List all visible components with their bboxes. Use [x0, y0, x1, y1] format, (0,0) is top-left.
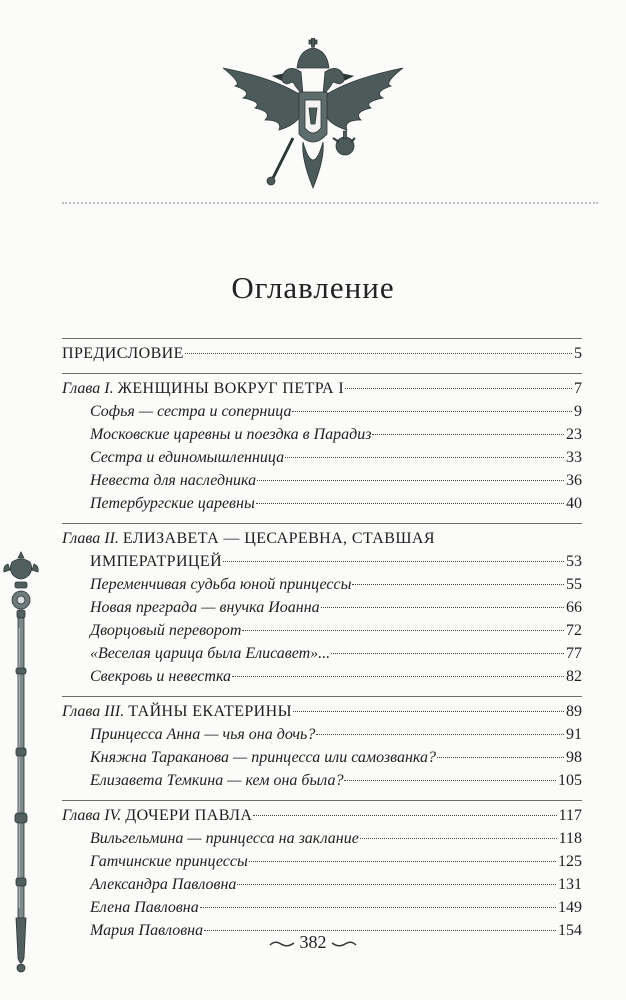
chapter-heading-line: [62, 527, 582, 550]
toc-chapter-entry[interactable]: [62, 550, 582, 573]
page-ref: 154: [558, 922, 582, 939]
toc-chapter-entry[interactable]: [62, 804, 582, 827]
toc-entry-label: [90, 850, 248, 873]
dot-leader: [345, 388, 572, 389]
chapter-title: ПРЕДИСЛОВИЕ: [62, 345, 184, 362]
page-ref: 149: [558, 899, 582, 916]
entry-title: Александра Павловна: [90, 876, 237, 893]
page-number: 382: [299, 932, 327, 952]
page-ref: 23: [566, 426, 582, 443]
dot-leader: [372, 434, 564, 435]
page-title: Оглавление: [231, 270, 395, 305]
dot-leader: [293, 711, 564, 712]
dot-leader: [331, 653, 564, 654]
dot-leader: [285, 457, 564, 458]
toc-entry[interactable]: [62, 573, 582, 596]
page-ref: 89: [566, 703, 582, 720]
toc-entry[interactable]: [62, 665, 582, 688]
toc-entry-label: [90, 492, 255, 515]
toc-chapter-entry[interactable]: [62, 377, 582, 400]
toc-entry-label: [90, 665, 231, 688]
dot-leader: [204, 930, 556, 931]
toc-entry-label: [90, 469, 256, 492]
dot-leader: [185, 353, 572, 354]
toc-entry[interactable]: [62, 596, 582, 619]
entry-title: Гатчинские принцессы: [90, 853, 248, 870]
toc-entry[interactable]: [62, 723, 582, 746]
toc-entry-label: [90, 400, 291, 423]
dot-leader: [249, 861, 556, 862]
page-number-footer: [0, 932, 626, 953]
section-rule: [62, 696, 582, 697]
toc-entry[interactable]: [62, 446, 582, 469]
entry-title: Софья — сестра и соперница: [90, 403, 292, 420]
dot-leader: [223, 561, 564, 562]
chapter-title: ТАЙНЫ ЕКАТЕРИНЫ: [128, 703, 292, 720]
chapter-title: ДОЧЕРИ ПАВЛА: [125, 807, 253, 824]
section-rule: [62, 338, 582, 339]
entry-title: Княжна Тараканова — принцесса или самозванка?: [90, 749, 437, 766]
dot-leader: [232, 676, 564, 677]
entry-title: Переменчивая судьба юной принцессы: [90, 576, 352, 593]
section-rule: [62, 523, 582, 524]
chapter-title: ЖЕНЩИНЫ ВОКРУГ ПЕТРА I: [117, 380, 345, 397]
dot-leader: [437, 757, 564, 758]
toc-entry[interactable]: [62, 469, 582, 492]
toc-entry[interactable]: [62, 873, 582, 896]
entry-title: Вильгельмина — принцесса на заклание: [90, 830, 359, 847]
page-ref: 91: [566, 726, 582, 743]
toc-entry[interactable]: [62, 423, 582, 446]
scepter-illustration: [0, 548, 42, 980]
page-ref: 66: [566, 599, 582, 616]
page-ref: 5: [574, 345, 582, 362]
dot-leader: [292, 411, 572, 412]
dot-leader: [200, 907, 556, 908]
chapter-number: Глава III.: [62, 703, 125, 720]
dot-leader: [344, 780, 556, 781]
toc-entry-label: [62, 700, 292, 723]
toc-entry-label: [62, 804, 252, 827]
toc-entry-label: [90, 573, 351, 596]
toc-entry[interactable]: [62, 850, 582, 873]
chapter-number: Глава II.: [62, 530, 119, 547]
page-ref: 131: [558, 876, 582, 893]
chapter-title: ЕЛИЗАВЕТА — ЦЕСАРЕВНА, СТАВШАЯ: [122, 530, 435, 547]
toc-entry[interactable]: [62, 400, 582, 423]
toc-entry-label: [90, 896, 199, 919]
ornament-divider: [62, 202, 598, 204]
entry-title: Свекровь и невестка: [90, 668, 232, 685]
dot-leader: [257, 480, 564, 481]
dot-leader: [360, 838, 557, 839]
right-swash-ornament: [331, 939, 357, 949]
toc-entry-label: [90, 596, 320, 619]
page-ref: 77: [566, 645, 582, 662]
page-ref: 118: [558, 830, 582, 847]
toc-entry-label: [90, 550, 222, 573]
dot-leader: [316, 734, 564, 735]
entry-title: «Веселая царица была Елисавет»...: [90, 645, 331, 662]
toc-entry-label: [90, 619, 241, 642]
toc-entry-label: [90, 723, 315, 746]
entry-title: Московские царевны и поездка в Парадиз: [90, 426, 372, 443]
toc-entry-label: [90, 423, 371, 446]
page-ref: 7: [574, 380, 582, 397]
toc-entry-label: [90, 446, 284, 469]
dot-leader: [242, 630, 564, 631]
double-headed-eagle-emblem: [213, 38, 413, 196]
toc-entry-label: [90, 769, 343, 792]
page-ref: 82: [566, 668, 582, 685]
section-rule: [62, 800, 582, 801]
entry-title: Невеста для наследника: [90, 472, 257, 489]
page-ref: 55: [566, 576, 582, 593]
toc-entry[interactable]: [62, 619, 582, 642]
toc-entry[interactable]: [62, 827, 582, 850]
dot-leader: [352, 584, 564, 585]
dot-leader: [237, 884, 556, 885]
entry-title: Сестра и единомышленница: [90, 449, 285, 466]
toc-entry[interactable]: [62, 492, 582, 515]
toc-entry[interactable]: [62, 746, 582, 769]
entry-title: Принцесса Анна — чья она дочь?: [90, 726, 316, 743]
entry-title: Петербургские царевны: [90, 495, 255, 512]
toc-entry[interactable]: [62, 769, 582, 792]
entry-title: Мария Павловна: [90, 922, 204, 939]
toc-entry-label: [62, 377, 344, 400]
toc-entry-label: [90, 642, 330, 665]
toc-entry-label: [90, 746, 436, 769]
toc-entry[interactable]: [62, 896, 582, 919]
chapter-number: Глава IV.: [62, 807, 122, 824]
page-ref: 36: [566, 472, 582, 489]
page-ref: 125: [558, 853, 582, 870]
toc-entry-label: [62, 342, 184, 365]
toc-entry-label: [90, 827, 359, 850]
page-ref: 72: [566, 622, 582, 639]
chapter-title: ИМПЕРАТРИЦЕЙ: [90, 553, 223, 570]
table-of-contents: [62, 338, 582, 942]
page-ref: 105: [558, 772, 582, 789]
entry-title: Елизавета Темкина — кем она была?: [90, 772, 344, 789]
toc-chapter-entry[interactable]: [62, 700, 582, 723]
dot-leader: [253, 815, 556, 816]
page-ref: 117: [558, 807, 582, 824]
entry-title: Елена Павловна: [90, 899, 199, 916]
toc-chapter-entry[interactable]: [62, 342, 582, 365]
page-ref: 33: [566, 449, 582, 466]
page-ref: 9: [574, 403, 582, 420]
page-ref: 98: [566, 749, 582, 766]
toc-entry-label: [90, 873, 236, 896]
entry-title: Новая преграда — внучка Иоанна: [90, 599, 320, 616]
left-swash-ornament: [269, 939, 295, 949]
chapter-number: Глава I.: [62, 380, 114, 397]
dot-leader: [256, 503, 564, 504]
page-ref: 53: [566, 553, 582, 570]
page-ref: 40: [566, 495, 582, 512]
entry-title: Дворцовый переворот: [90, 622, 242, 639]
dot-leader: [321, 607, 564, 608]
section-rule: [62, 373, 582, 374]
toc-entry[interactable]: [62, 642, 582, 665]
